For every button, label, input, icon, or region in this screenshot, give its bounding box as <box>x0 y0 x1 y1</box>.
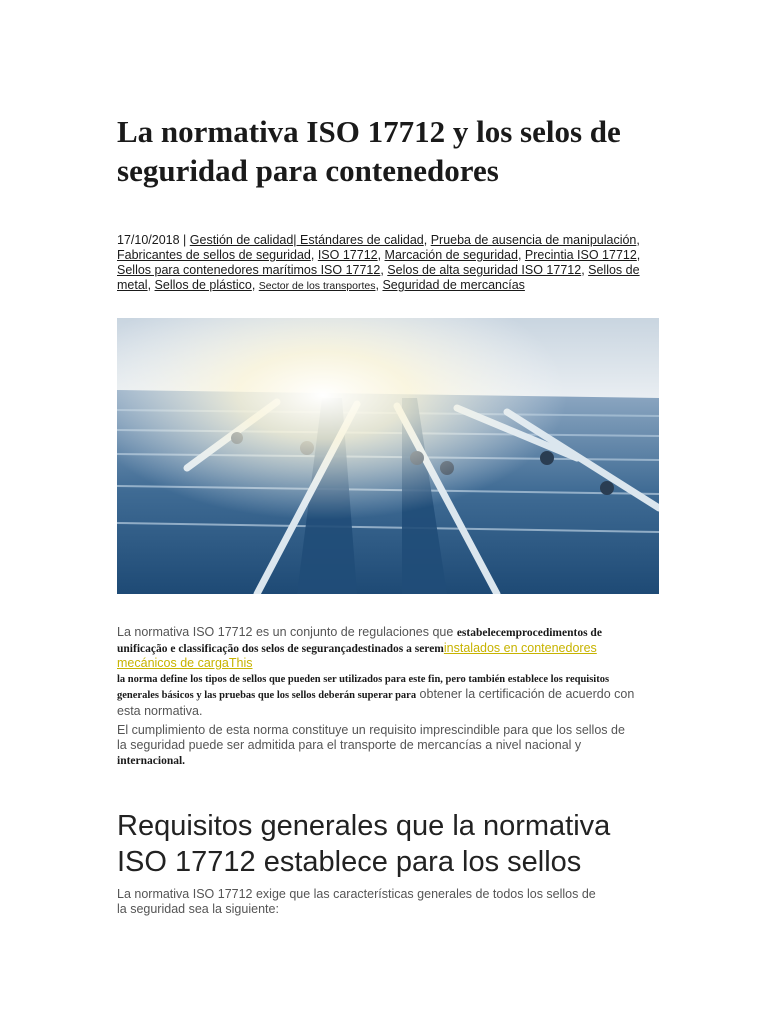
section-heading: Requisitos generales que la normativa ISO 17712 establece para los sellos <box>117 810 611 878</box>
category-link[interactable]: ISO 17712 <box>317 248 378 262</box>
post-date: 17/10/2018 | <box>117 233 190 247</box>
compliance-paragraph <box>117 723 637 769</box>
intro-this-text: This <box>228 656 253 670</box>
compliance-text: El cumplimiento de esta norma constituye un requisito imprescindible para que los sellos de la seguridad puede ser admitida para el transporte de mercancías a nivel nacional y <box>117 723 625 752</box>
intro-bold-text: estabelecemprocedimentos de unificação e classificação dos selos de segurançadestinados a serem <box>117 627 602 655</box>
intro-link[interactable]: instalados en contenedores mecánicos de carga <box>117 640 597 670</box>
category-link[interactable]: Fabricantes de sellos de seguridad <box>117 248 311 262</box>
category-link[interactable]: Marcación de seguridad <box>384 248 518 262</box>
category-link[interactable]: Gestión de calidad| Estándares de calidad <box>189 233 424 247</box>
article-meta: 17/10/2018 | Gestión de calidad| Estándares de calidad, Prueba de ausencia de manipulación, Fabricantes de sellos de seguridad, ISO 17712, Marcación de seguridad, Precintia ISO 17712, Sellos para contenedores marítimos ISO 17712, Selos de alta seguridad ISO 17712, Sellos de metal, Sellos de plástico, Sector de los transportes, Seguridad de mercancías <box>117 233 641 292</box>
category-link[interactable]: Sellos para contenedores marítimos ISO 17712 <box>117 263 381 277</box>
intro-bold-small-text: la norma define los tipos de sellos que pueden ser utilizados para este fin, pero también establece los requisitos generales básicos y las pruebas que los sellos deberán superar para <box>117 673 610 701</box>
container-photo <box>117 318 659 594</box>
category-link[interactable]: Sellos de metal <box>117 263 640 292</box>
intro-text: La normativa ISO 17712 es un conjunto de regulaciones que <box>117 625 457 639</box>
category-link[interactable]: Prueba de ausencia de manipulación <box>430 233 637 247</box>
category-link[interactable]: Precintia ISO 17712 <box>524 248 637 262</box>
intro-paragraph <box>117 625 647 718</box>
requirements-paragraph: La normativa ISO 17712 exige que las características generales de todos los sellos de la seguridad sea la siguiente: <box>117 887 596 916</box>
article-title: La normativa ISO 17712 y los selos de seguridad para contenedores <box>117 114 621 188</box>
compliance-bold-text: internacional. <box>117 755 186 767</box>
category-link[interactable]: Selos de alta seguridad ISO 17712 <box>387 263 582 277</box>
category-link[interactable]: Seguridad de mercancías <box>382 278 525 292</box>
category-link[interactable]: Sellos de plástico <box>154 278 252 292</box>
category-link[interactable]: Sector de los transportes <box>258 280 376 292</box>
intro-tail-text: obtener la certificación de acuerdo con esta normativa. <box>117 687 635 718</box>
